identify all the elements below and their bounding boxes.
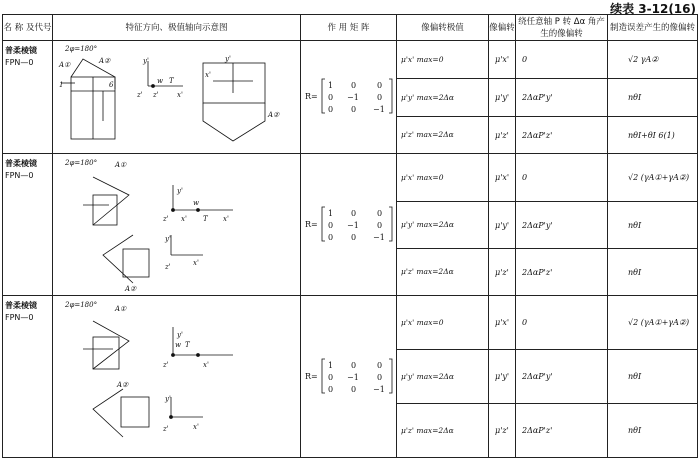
error-2: nθI: [608, 350, 698, 404]
svg-text:x': x': [205, 71, 211, 79]
deflect-x: μ'x': [489, 296, 516, 350]
svg-text:x': x': [193, 258, 199, 267]
svg-text:−1: −1: [347, 93, 359, 102]
error-3: nθI: [608, 249, 698, 296]
row-name: 普柔棱镜 FPN—0: [3, 154, 53, 296]
extreme-x: μ'x' max=0: [397, 41, 489, 79]
svg-text:0: 0: [377, 93, 383, 102]
svg-text:z': z': [137, 91, 143, 99]
svg-text:z': z': [153, 91, 159, 99]
svg-text:0: 0: [377, 220, 383, 230]
svg-text:x': x': [203, 360, 209, 369]
extreme-z: μ'z' max=2Δα: [397, 117, 489, 154]
svg-text:A②: A②: [125, 284, 137, 293]
svg-text:0: 0: [328, 384, 334, 394]
extreme-y: μ'y' max=2Δα: [397, 350, 489, 404]
svg-text:z': z': [165, 262, 171, 271]
svg-text:y': y': [177, 186, 183, 195]
svg-text:y': y': [177, 330, 183, 339]
any-axis-z: 2ΔαP'z': [516, 117, 608, 154]
header-deflect: 像偏转: [489, 15, 516, 41]
diagram-row-1: [53, 41, 301, 154]
header-error: 制造误差产生的像偏转: [608, 15, 698, 41]
error-2: nθI: [608, 79, 698, 117]
svg-text:x': x': [177, 91, 183, 99]
svg-text:0: 0: [351, 232, 357, 242]
deflect-z: μ'z': [489, 404, 516, 458]
extreme-x: μ'x' max=0: [397, 154, 489, 202]
any-axis-y: 2ΔαP'y': [516, 79, 608, 117]
error-3: nθI+θI 6(1): [608, 117, 698, 154]
svg-text:−1: −1: [373, 384, 385, 394]
svg-text:1: 1: [328, 81, 334, 90]
deflect-x: μ'x': [489, 154, 516, 202]
svg-text:−1: −1: [347, 220, 359, 230]
svg-text:y': y': [143, 57, 149, 65]
svg-text:0: 0: [328, 220, 334, 230]
svg-text:A①: A①: [59, 61, 71, 69]
svg-text:z': z': [163, 214, 169, 223]
svg-text:R=: R=: [305, 219, 318, 229]
extreme-y: μ'y' max=2Δα: [397, 202, 489, 249]
diagram-row-3: [53, 296, 301, 458]
svg-text:0: 0: [328, 93, 334, 102]
table-title: 续表 3-12(16): [610, 2, 696, 16]
svg-text:y': y': [165, 234, 171, 243]
extreme-x: μ'x' max=0: [397, 296, 489, 350]
any-axis-x: 0: [516, 41, 608, 79]
svg-text:A②: A②: [117, 380, 129, 389]
svg-text:2φ=180°: 2φ=180°: [65, 158, 98, 167]
svg-text:0: 0: [351, 81, 357, 90]
svg-text:2φ=180°: 2φ=180°: [65, 300, 98, 309]
diagram-row-2: [53, 154, 301, 296]
angle-label: 2φ=180°: [65, 45, 98, 53]
svg-text:0: 0: [351, 384, 357, 394]
matrix-row-3: [301, 296, 397, 458]
error-3: nθI: [608, 404, 698, 458]
svg-text:T: T: [169, 77, 174, 85]
deflect-z: μ'z': [489, 249, 516, 296]
svg-text:R=: R=: [305, 371, 318, 381]
error-1: √2 (γA①+γA②): [608, 296, 698, 350]
svg-text:1: 1: [59, 81, 64, 89]
svg-text:A②: A②: [99, 57, 111, 65]
svg-text:0: 0: [351, 105, 357, 114]
any-axis-x: 0: [516, 154, 608, 202]
deflect-y: μ'y': [489, 350, 516, 404]
svg-text:R=: R=: [305, 92, 318, 101]
svg-text:x': x': [193, 422, 199, 431]
svg-text:x': x': [223, 214, 229, 223]
any-axis-y: 2ΔαP'y': [516, 350, 608, 404]
deflect-y: μ'y': [489, 79, 516, 117]
prism-table: [2, 14, 698, 458]
svg-text:w: w: [175, 340, 181, 349]
svg-text:y': y': [165, 394, 171, 403]
deflect-z: μ'z': [489, 117, 516, 154]
svg-text:A①: A①: [115, 160, 127, 169]
svg-text:0: 0: [377, 372, 383, 382]
svg-text:0: 0: [351, 360, 357, 370]
svg-text:z': z': [163, 360, 169, 369]
any-axis-z: 2ΔαP'z': [516, 404, 608, 458]
matrix-row-1: [301, 41, 397, 154]
deflect-y: μ'y': [489, 202, 516, 249]
svg-text:−1: −1: [347, 372, 359, 382]
svg-text:1: 1: [328, 208, 334, 218]
extreme-z: μ'z' max=2Δα: [397, 404, 489, 458]
svg-text:w: w: [193, 198, 199, 207]
any-axis-y: 2ΔαP'y': [516, 202, 608, 249]
row-name: 普柔棱镜 FPN—0: [3, 41, 53, 154]
svg-text:0: 0: [328, 232, 334, 242]
svg-text:−1: −1: [373, 232, 385, 242]
matrix-row-2: [301, 154, 397, 296]
svg-text:0: 0: [328, 372, 334, 382]
header-diagram: 特征方向、极值轴向示意图: [53, 15, 301, 41]
svg-text:0: 0: [377, 81, 383, 90]
error-1: √2 (γA①+γA②): [608, 154, 698, 202]
svg-text:6: 6: [109, 81, 114, 89]
extreme-y: μ'y' max=2Δα: [397, 79, 489, 117]
any-axis-z: 2ΔαP'z': [516, 249, 608, 296]
header-name: 名 称 及代号: [3, 15, 53, 41]
svg-text:T: T: [203, 214, 208, 223]
svg-text:0: 0: [328, 105, 334, 114]
row-name: 普柔棱镜 FPN—0: [3, 296, 53, 458]
svg-text:w: w: [157, 77, 163, 85]
deflect-x: μ'x': [489, 41, 516, 79]
any-axis-x: 0: [516, 296, 608, 350]
header-any-axis: 绕任意轴 P 转 Δα 角产生的像偏转: [516, 15, 608, 41]
error-2: nθI: [608, 202, 698, 249]
svg-text:0: 0: [351, 208, 357, 218]
svg-text:0: 0: [377, 208, 383, 218]
extreme-z: μ'z' max=2Δα: [397, 249, 489, 296]
error-1: √2 γA②: [608, 41, 698, 79]
svg-text:T: T: [185, 340, 190, 349]
svg-text:y': y': [225, 55, 231, 63]
header-extreme: 像偏转极值: [397, 15, 489, 41]
svg-text:−1: −1: [373, 105, 385, 114]
header-matrix: 作 用 矩 阵: [301, 15, 397, 41]
svg-text:z': z': [163, 424, 169, 433]
svg-text:1: 1: [328, 360, 334, 370]
svg-text:A①: A①: [115, 304, 127, 313]
svg-text:A②: A②: [268, 111, 280, 119]
svg-text:0: 0: [377, 360, 383, 370]
svg-text:x': x': [181, 214, 187, 223]
